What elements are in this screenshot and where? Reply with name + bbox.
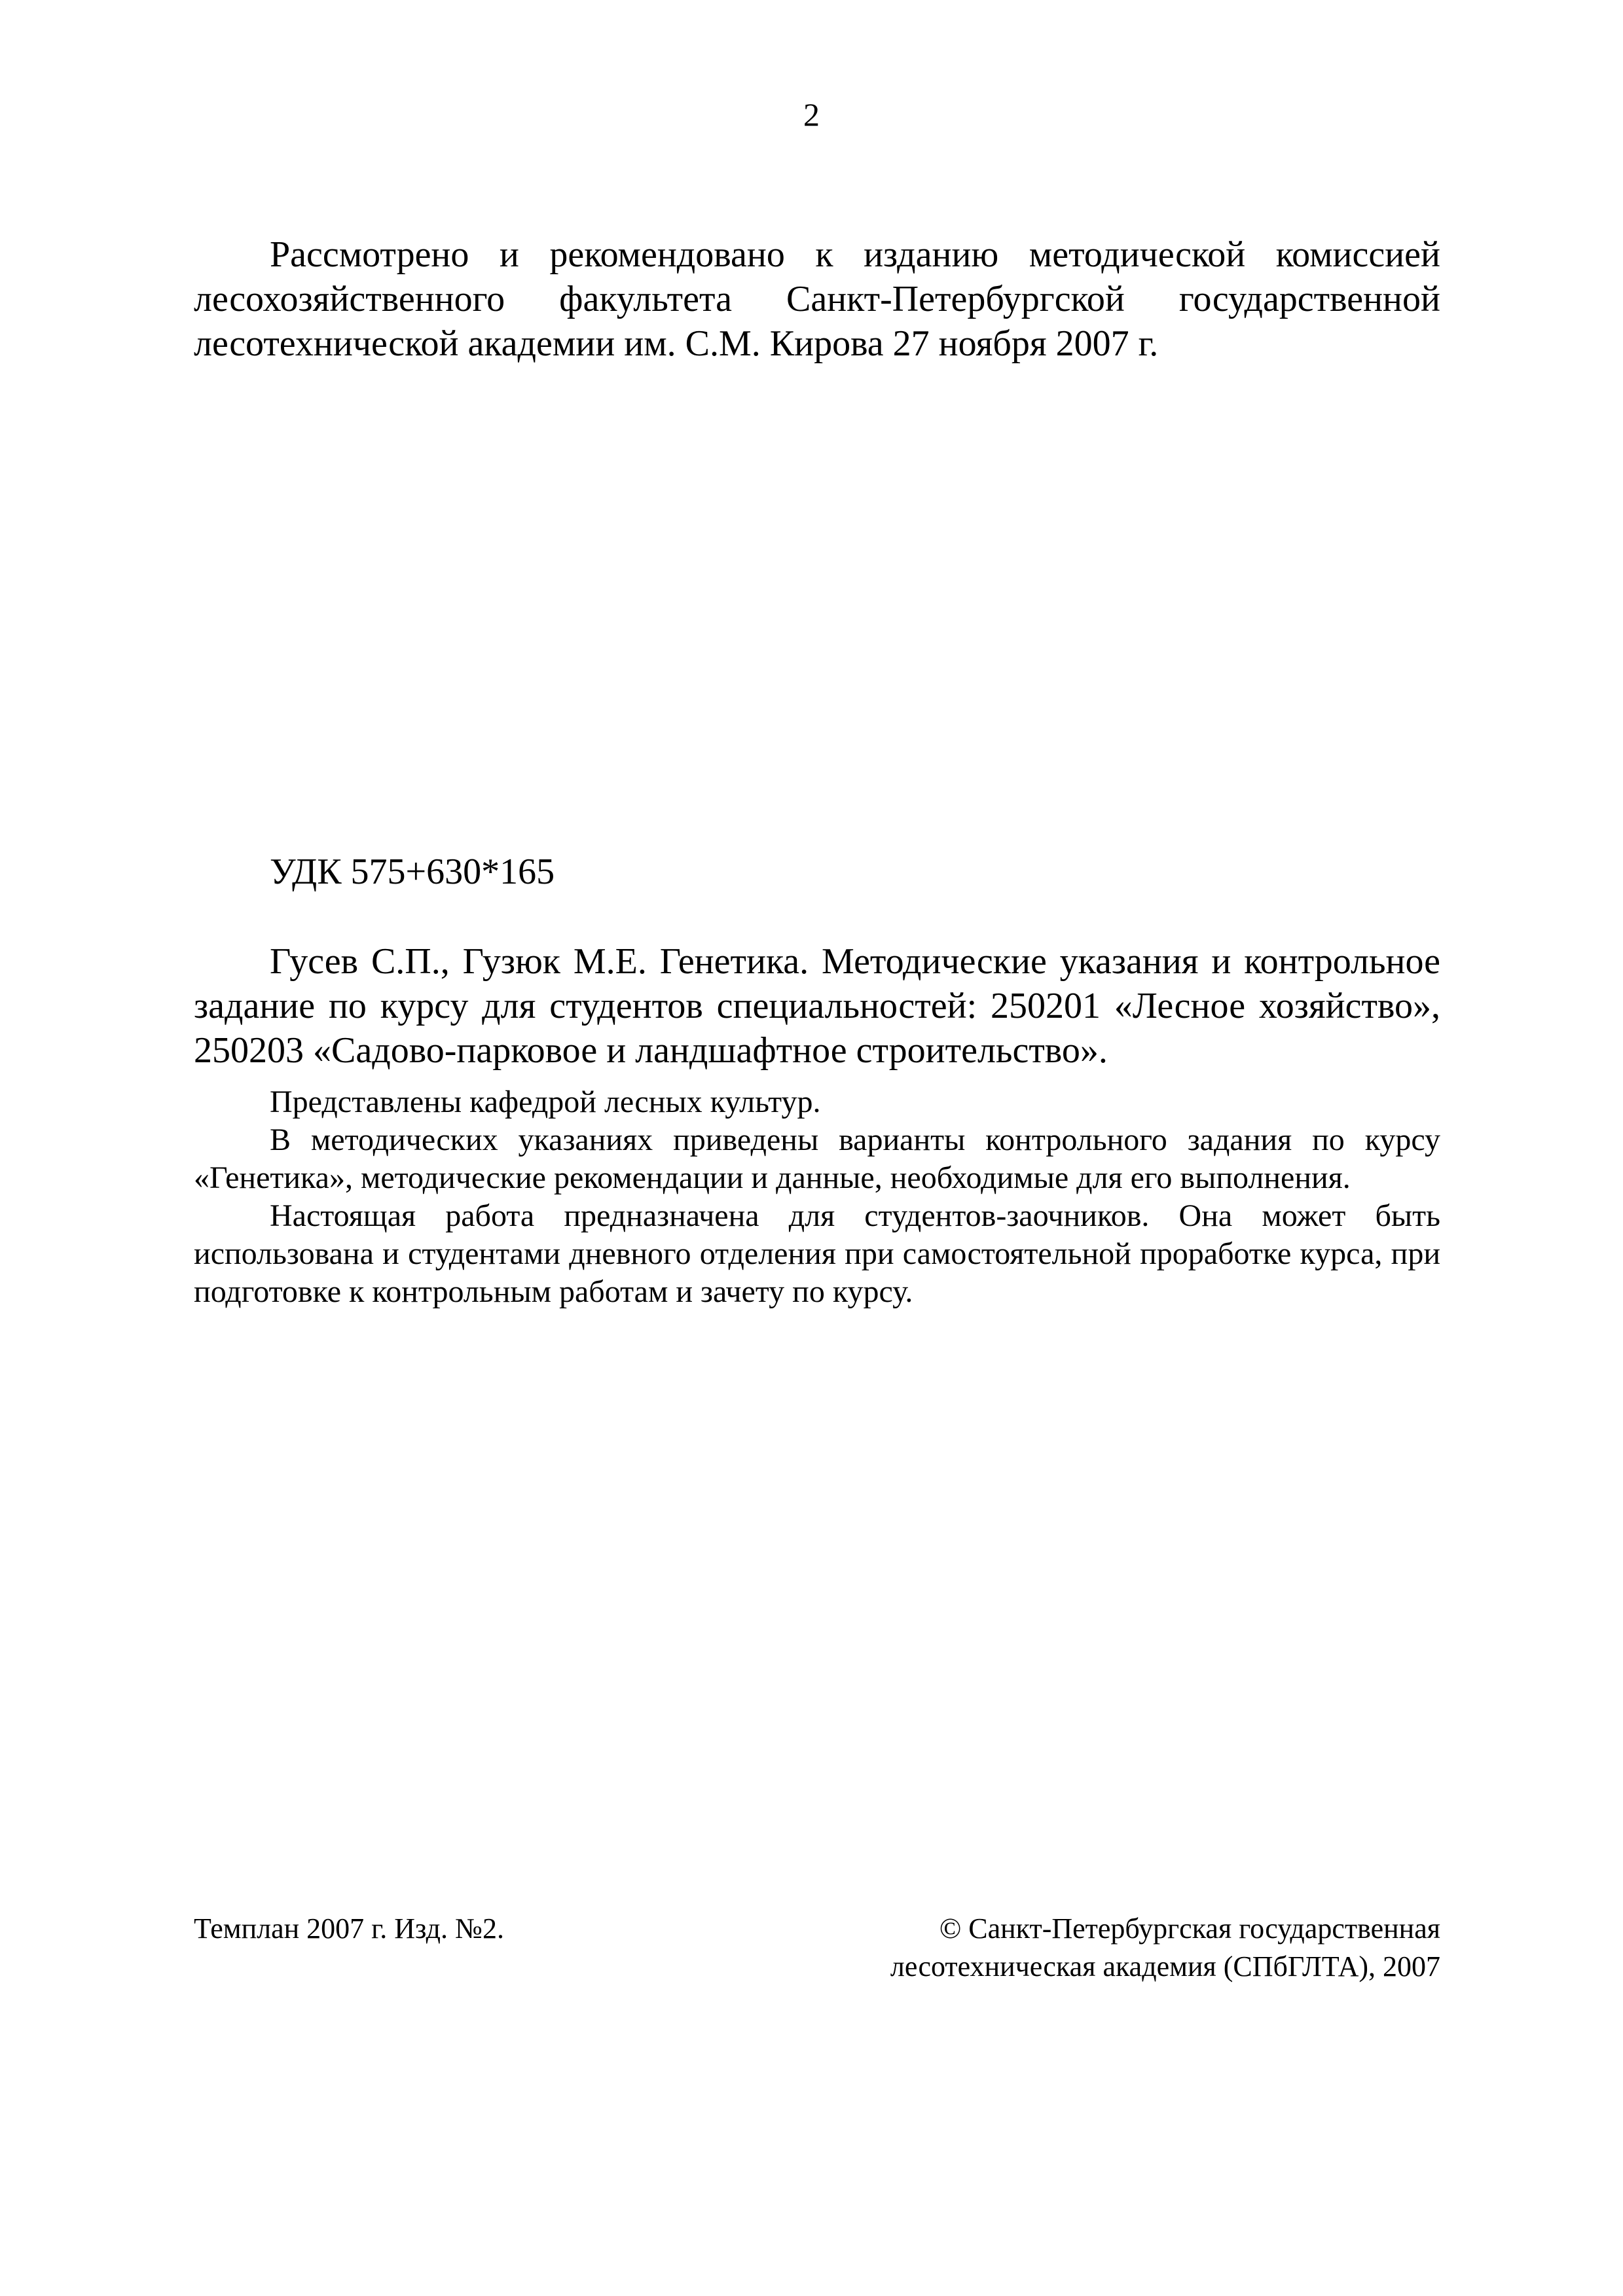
abstract-paragraph-contents: В методических указаниях приведены варианты контрольного задания по курсу «Генетика», методические рекомендации и данные, необходимые для его выполнения. [194,1122,1440,1195]
page-number: 2 [803,96,820,133]
copyright-notice [890,1910,1440,1986]
copyright-line-2: лесотехническая академия (СПбГЛТА), 2007 [890,1950,1440,1982]
approval-section [194,232,1440,366]
abstract-section [194,939,1440,1311]
templan-note: Темплан 2007 г. Изд. №2. [194,1912,504,1945]
bibliographic-citation: Гусев С.П., Гузюк М.Е. Генетика. Методические указания и контрольное задание по курсу для студентов специальностей: 250201 «Лесное хозяйство», 250203 «Садово-парковое и ландшафтное строительство». [194,941,1440,1071]
udk-code: УДК 575+630*165 [270,852,555,892]
copyright-line-1: © Санкт-Петербургская государственная [939,1912,1440,1945]
abstract-paragraph-department: Представлены кафедрой лесных культур. [270,1085,821,1119]
abstract-paragraph-audience: Настоящая работа предназначена для студентов-заочников. Она может быть использована и студентами дневного отделения при самостоятельной проработке курса, при подготовке к контрольным работам и зачету по курсу. [194,1198,1440,1309]
approval-paragraph: Рассмотрено и рекомендовано к изданию методической комиссией лесохозяйственного факультета Санкт-Петербургской государственной лесотехнической академии им. С.М. Кирова 27 ноября 2007 г. [194,234,1440,364]
